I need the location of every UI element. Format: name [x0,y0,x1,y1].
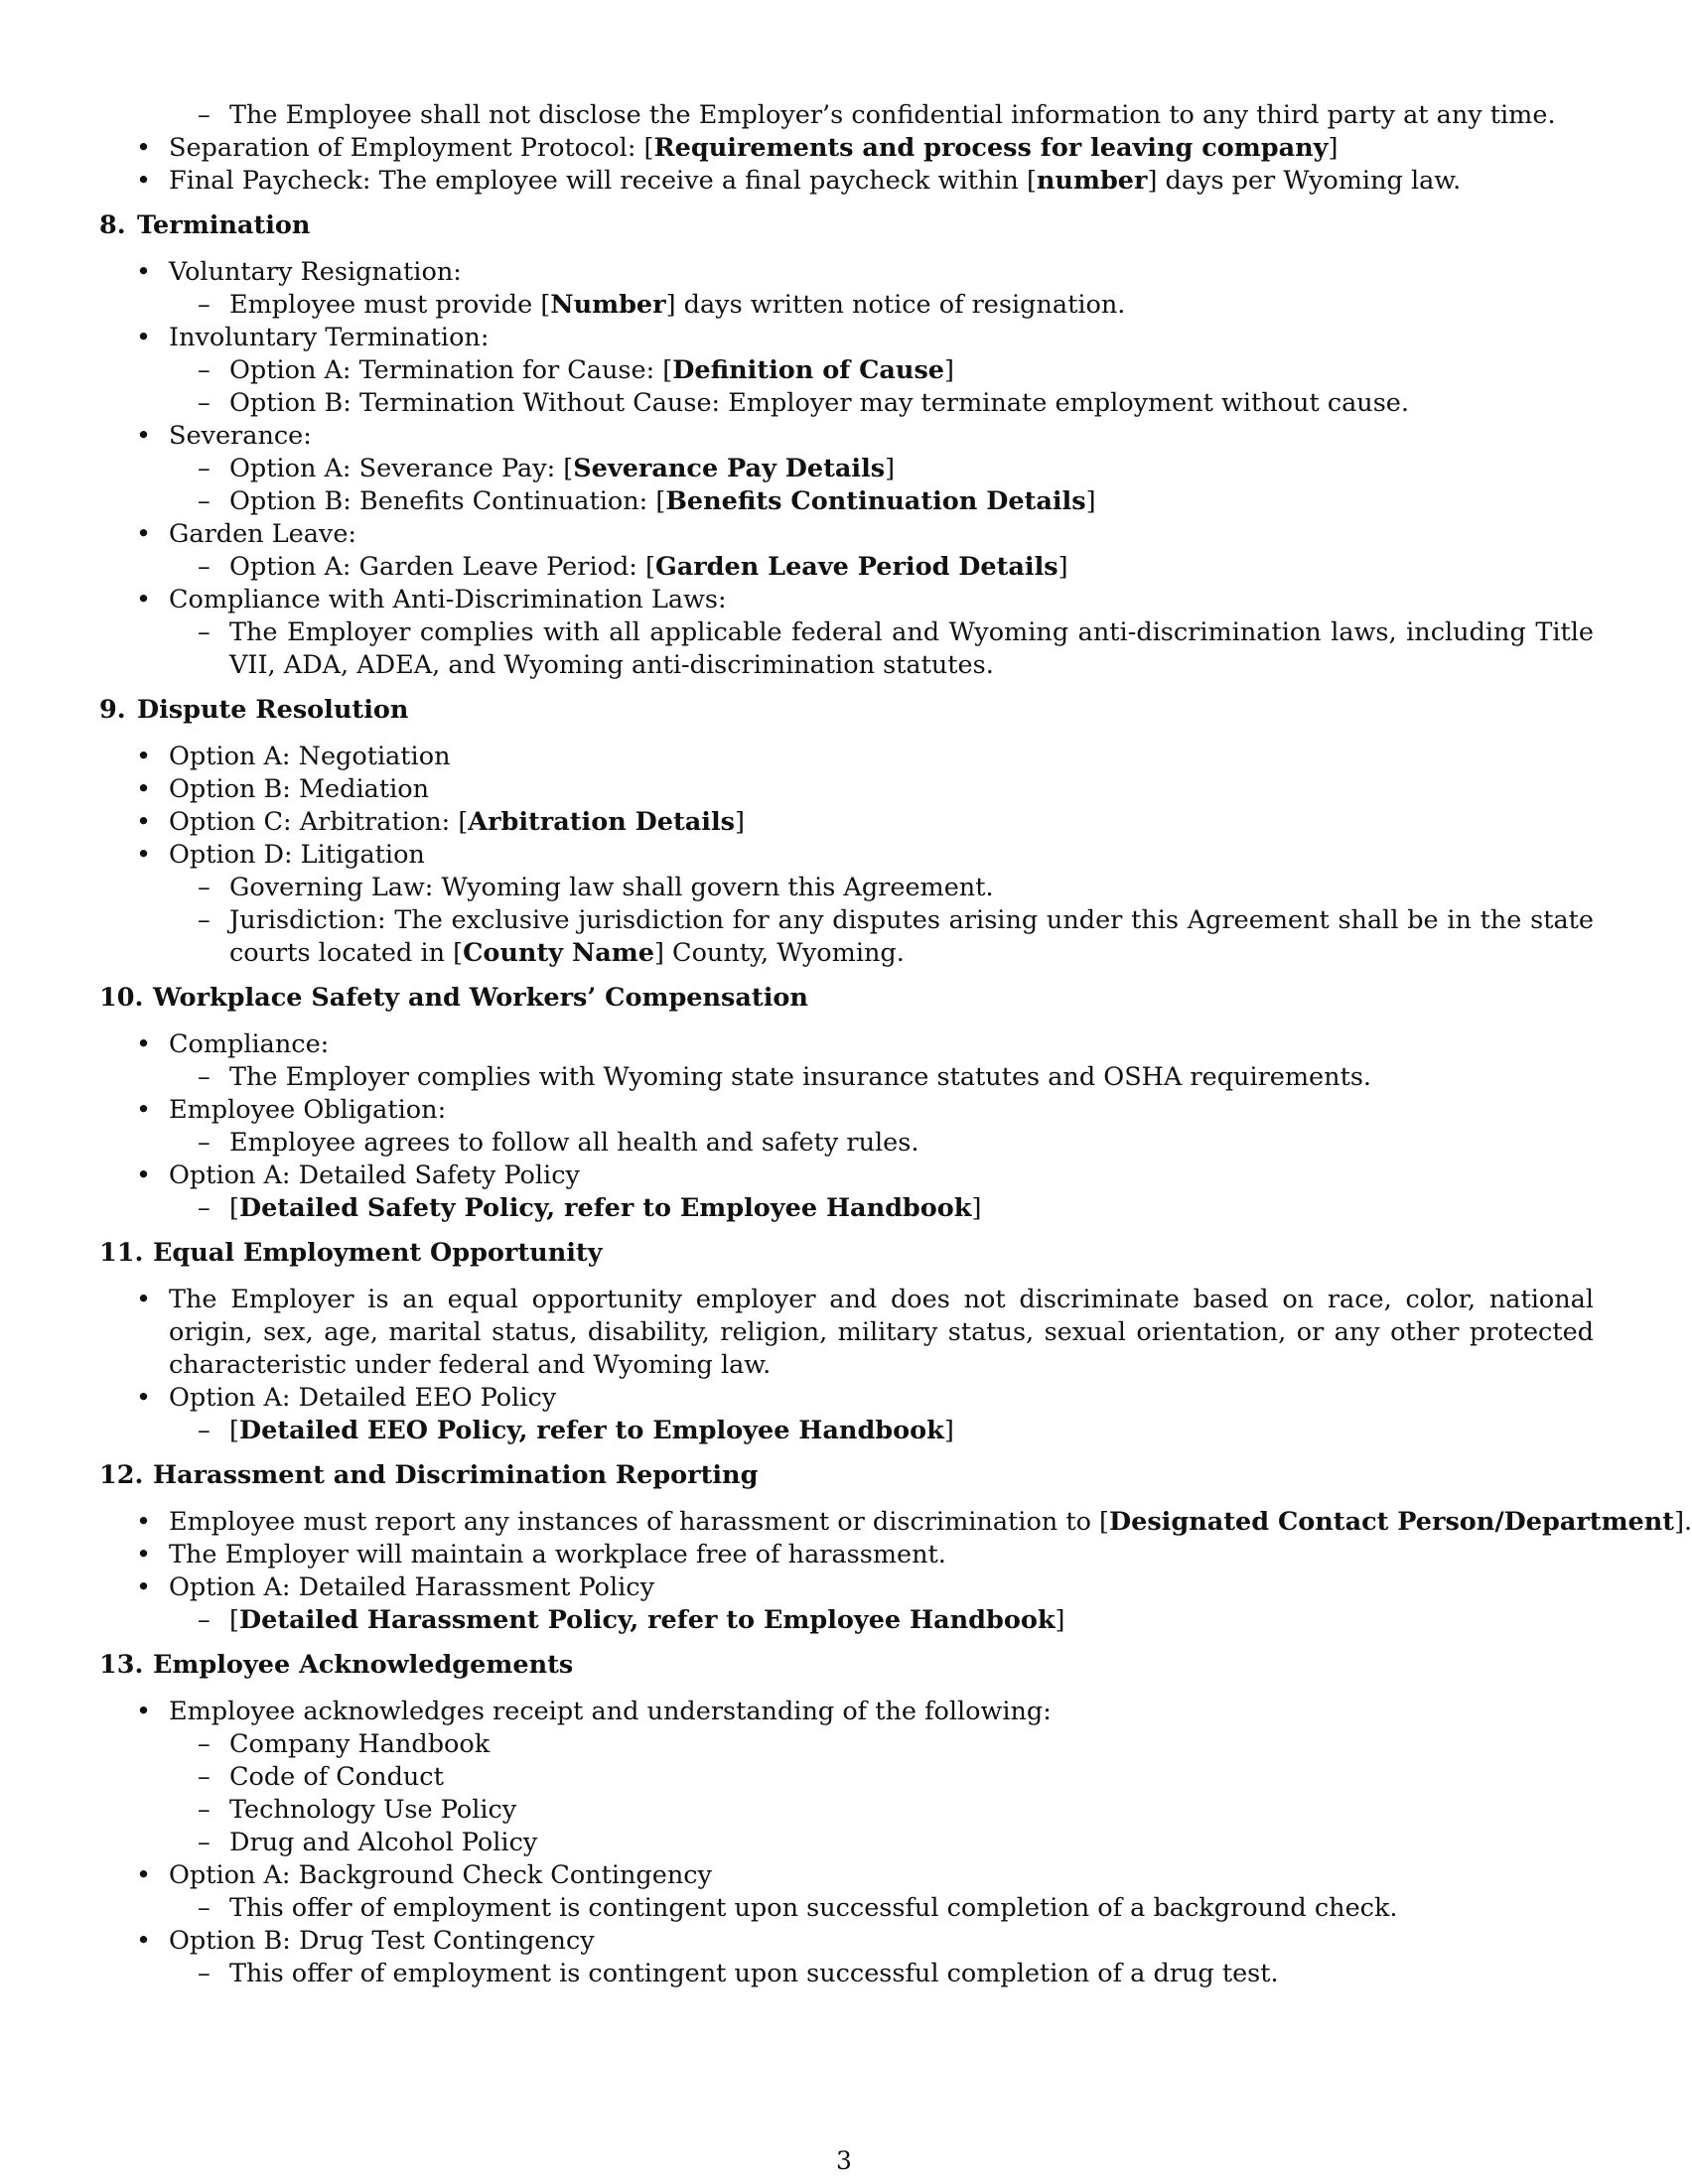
list-item: – Governing Law: Wyoming law shall govern this Agreement. [198,873,994,902]
section-heading-equal-employment: 11. Equal Employment Opportunity [99,1238,603,1268]
list-item: • Option B: Drug Test Contingency [136,1926,595,1956]
list-item: • Separation of Employment Protocol: [Requirements and process for leaving company] [136,133,1339,163]
list-item: • Option A: Detailed EEO Policy [136,1383,557,1413]
dash-marker: – [198,1062,211,1092]
dash-marker: – [198,100,211,130]
dash-marker: – [198,617,211,647]
dash-marker: – [198,290,211,320]
bullet-marker: • [136,421,152,451]
dash-marker: – [198,355,211,385]
list-item: • The Employer is an equal opportunity employer and does not discriminate based on race, color, national origin, sex, age, marital status, disability, religion, military status, sexual orientation, or any other protected characteristic under federal and Wyoming law. [136,1285,1594,1380]
dash-marker: – [198,1729,211,1759]
list-item: • Compliance with Anti-Discrimination Laws: [136,585,727,614]
section-heading-harassment-reporting: 12. Harassment and Discrimination Reporting [99,1460,759,1490]
list-item: – Option A: Severance Pay: [Severance Pay Details] [198,454,896,483]
list-item: • Severance: [136,421,312,451]
list-item: – Drug and Alcohol Policy [198,1828,538,1857]
dash-marker: – [198,1193,211,1223]
dash-marker: – [198,1828,211,1857]
list-item: • Option A: Background Check Contingency [136,1860,712,1890]
bullet-marker: • [136,1926,152,1956]
list-item: – This offer of employment is contingent upon successful completion of a background check. [198,1893,1398,1923]
dash-marker: – [198,1762,211,1792]
dash-marker: – [198,388,211,418]
list-item: • Option C: Arbitration: [Arbitration Details] [136,807,745,837]
section-heading-dispute-resolution: 9. Dispute Resolution [99,695,409,725]
dash-marker: – [198,552,211,582]
list-item: • The Employer will maintain a workplace free of harassment. [136,1540,946,1570]
dash-marker: – [198,1416,211,1445]
document-page [99,99,1692,1990]
list-item: • Employee must report any instances of harassment or discrimination to [Designated Contact Person/Department]. [136,1507,1692,1537]
list-item: – The Employer complies with all applicable federal and Wyoming anti-discrimination laws, including Title VII, ADA, ADEA, and Wyoming anti-discrimination statutes. [198,617,1594,680]
list-item: – Option A: Termination for Cause: [Definition of Cause] [198,355,954,385]
list-item: – Option B: Termination Without Cause: Employer may terminate employment without cause. [198,388,1410,418]
list-item: – The Employee shall not disclose the Employer’s confidential information to any third party at any time. [198,100,1556,130]
list-item: – The Employer complies with Wyoming state insurance statutes and OSHA requirements. [198,1062,1372,1092]
dash-marker: – [198,905,211,935]
bullet-marker: • [136,1029,152,1059]
bullet-marker: • [136,585,152,614]
list-item: • Employee Obligation: [136,1095,447,1125]
section-heading-termination: 8. Termination [99,210,311,240]
list-item: – Option A: Garden Leave Period: [Garden Leave Period Details] [198,552,1068,582]
list-item: – Option B: Benefits Continuation: [Benefits Continuation Details] [198,486,1096,516]
bullet-marker: • [136,323,152,352]
bullet-marker: • [136,1697,152,1726]
bullet-marker: • [136,257,152,287]
bullet-marker: • [136,1095,152,1125]
section-heading-workplace-safety: 10. Workplace Safety and Workers’ Compensation [99,983,808,1013]
list-item: • Garden Leave: [136,519,357,549]
section-heading-acknowledgements: 13. Employee Acknowledgements [99,1650,574,1680]
bullet-marker: • [136,774,152,804]
list-item: • Employee acknowledges receipt and understanding of the following: [136,1697,1052,1726]
dash-marker: – [198,873,211,902]
list-item: • Option A: Detailed Safety Policy [136,1160,580,1190]
list-item: • Option D: Litigation [136,840,425,870]
bullet-marker: • [136,1160,152,1190]
dash-marker: – [198,1795,211,1825]
bullet-marker: • [136,1383,152,1413]
bullet-marker: • [136,742,152,771]
bullet-marker: • [136,1285,152,1314]
list-item: – Employee agrees to follow all health and safety rules. [198,1128,919,1158]
bullet-marker: • [136,807,152,837]
list-item: – Code of Conduct [198,1762,444,1792]
dash-marker: – [198,1605,211,1635]
bullet-marker: • [136,840,152,870]
list-item: • Option B: Mediation [136,774,430,804]
bullet-marker: • [136,1540,152,1570]
list-item: • Option A: Detailed Harassment Policy [136,1572,654,1602]
bullet-marker: • [136,1507,152,1537]
list-item: – This offer of employment is contingent upon successful completion of a drug test. [198,1959,1279,1988]
list-item: • Final Paycheck: The employee will receive a final paycheck within [number] days per Wyoming law. [136,166,1462,196]
list-item: – Technology Use Policy [198,1795,517,1825]
list-item: • Compliance: [136,1029,330,1059]
bullet-marker: • [136,1572,152,1602]
dash-marker: – [198,1959,211,1988]
bullet-marker: • [136,166,152,196]
list-item: – Jurisdiction: The exclusive jurisdiction for any disputes arising under this Agreement shall be in the state courts located in [County Name] County, Wyoming. [198,905,1594,968]
list-item: – [Detailed Harassment Policy, refer to Employee Handbook] [198,1605,1065,1635]
list-item: – [Detailed Safety Policy, refer to Employee Handbook] [198,1193,982,1223]
list-item: • Voluntary Resignation: [136,257,462,287]
bullet-marker: • [136,519,152,549]
bullet-marker: • [136,133,152,163]
dash-marker: – [198,1893,211,1923]
list-item: • Involuntary Termination: [136,323,490,352]
list-item: – Employee must provide [Number] days written notice of resignation. [198,290,1126,320]
list-item: • Option A: Negotiation [136,742,451,771]
dash-marker: – [198,1128,211,1158]
page-number: 3 [836,2146,852,2175]
bullet-marker: • [136,1860,152,1890]
dash-marker: – [198,454,211,483]
list-item: – [Detailed EEO Policy, refer to Employee Handbook] [198,1416,954,1445]
dash-marker: – [198,486,211,516]
list-item: – Company Handbook [198,1729,491,1759]
